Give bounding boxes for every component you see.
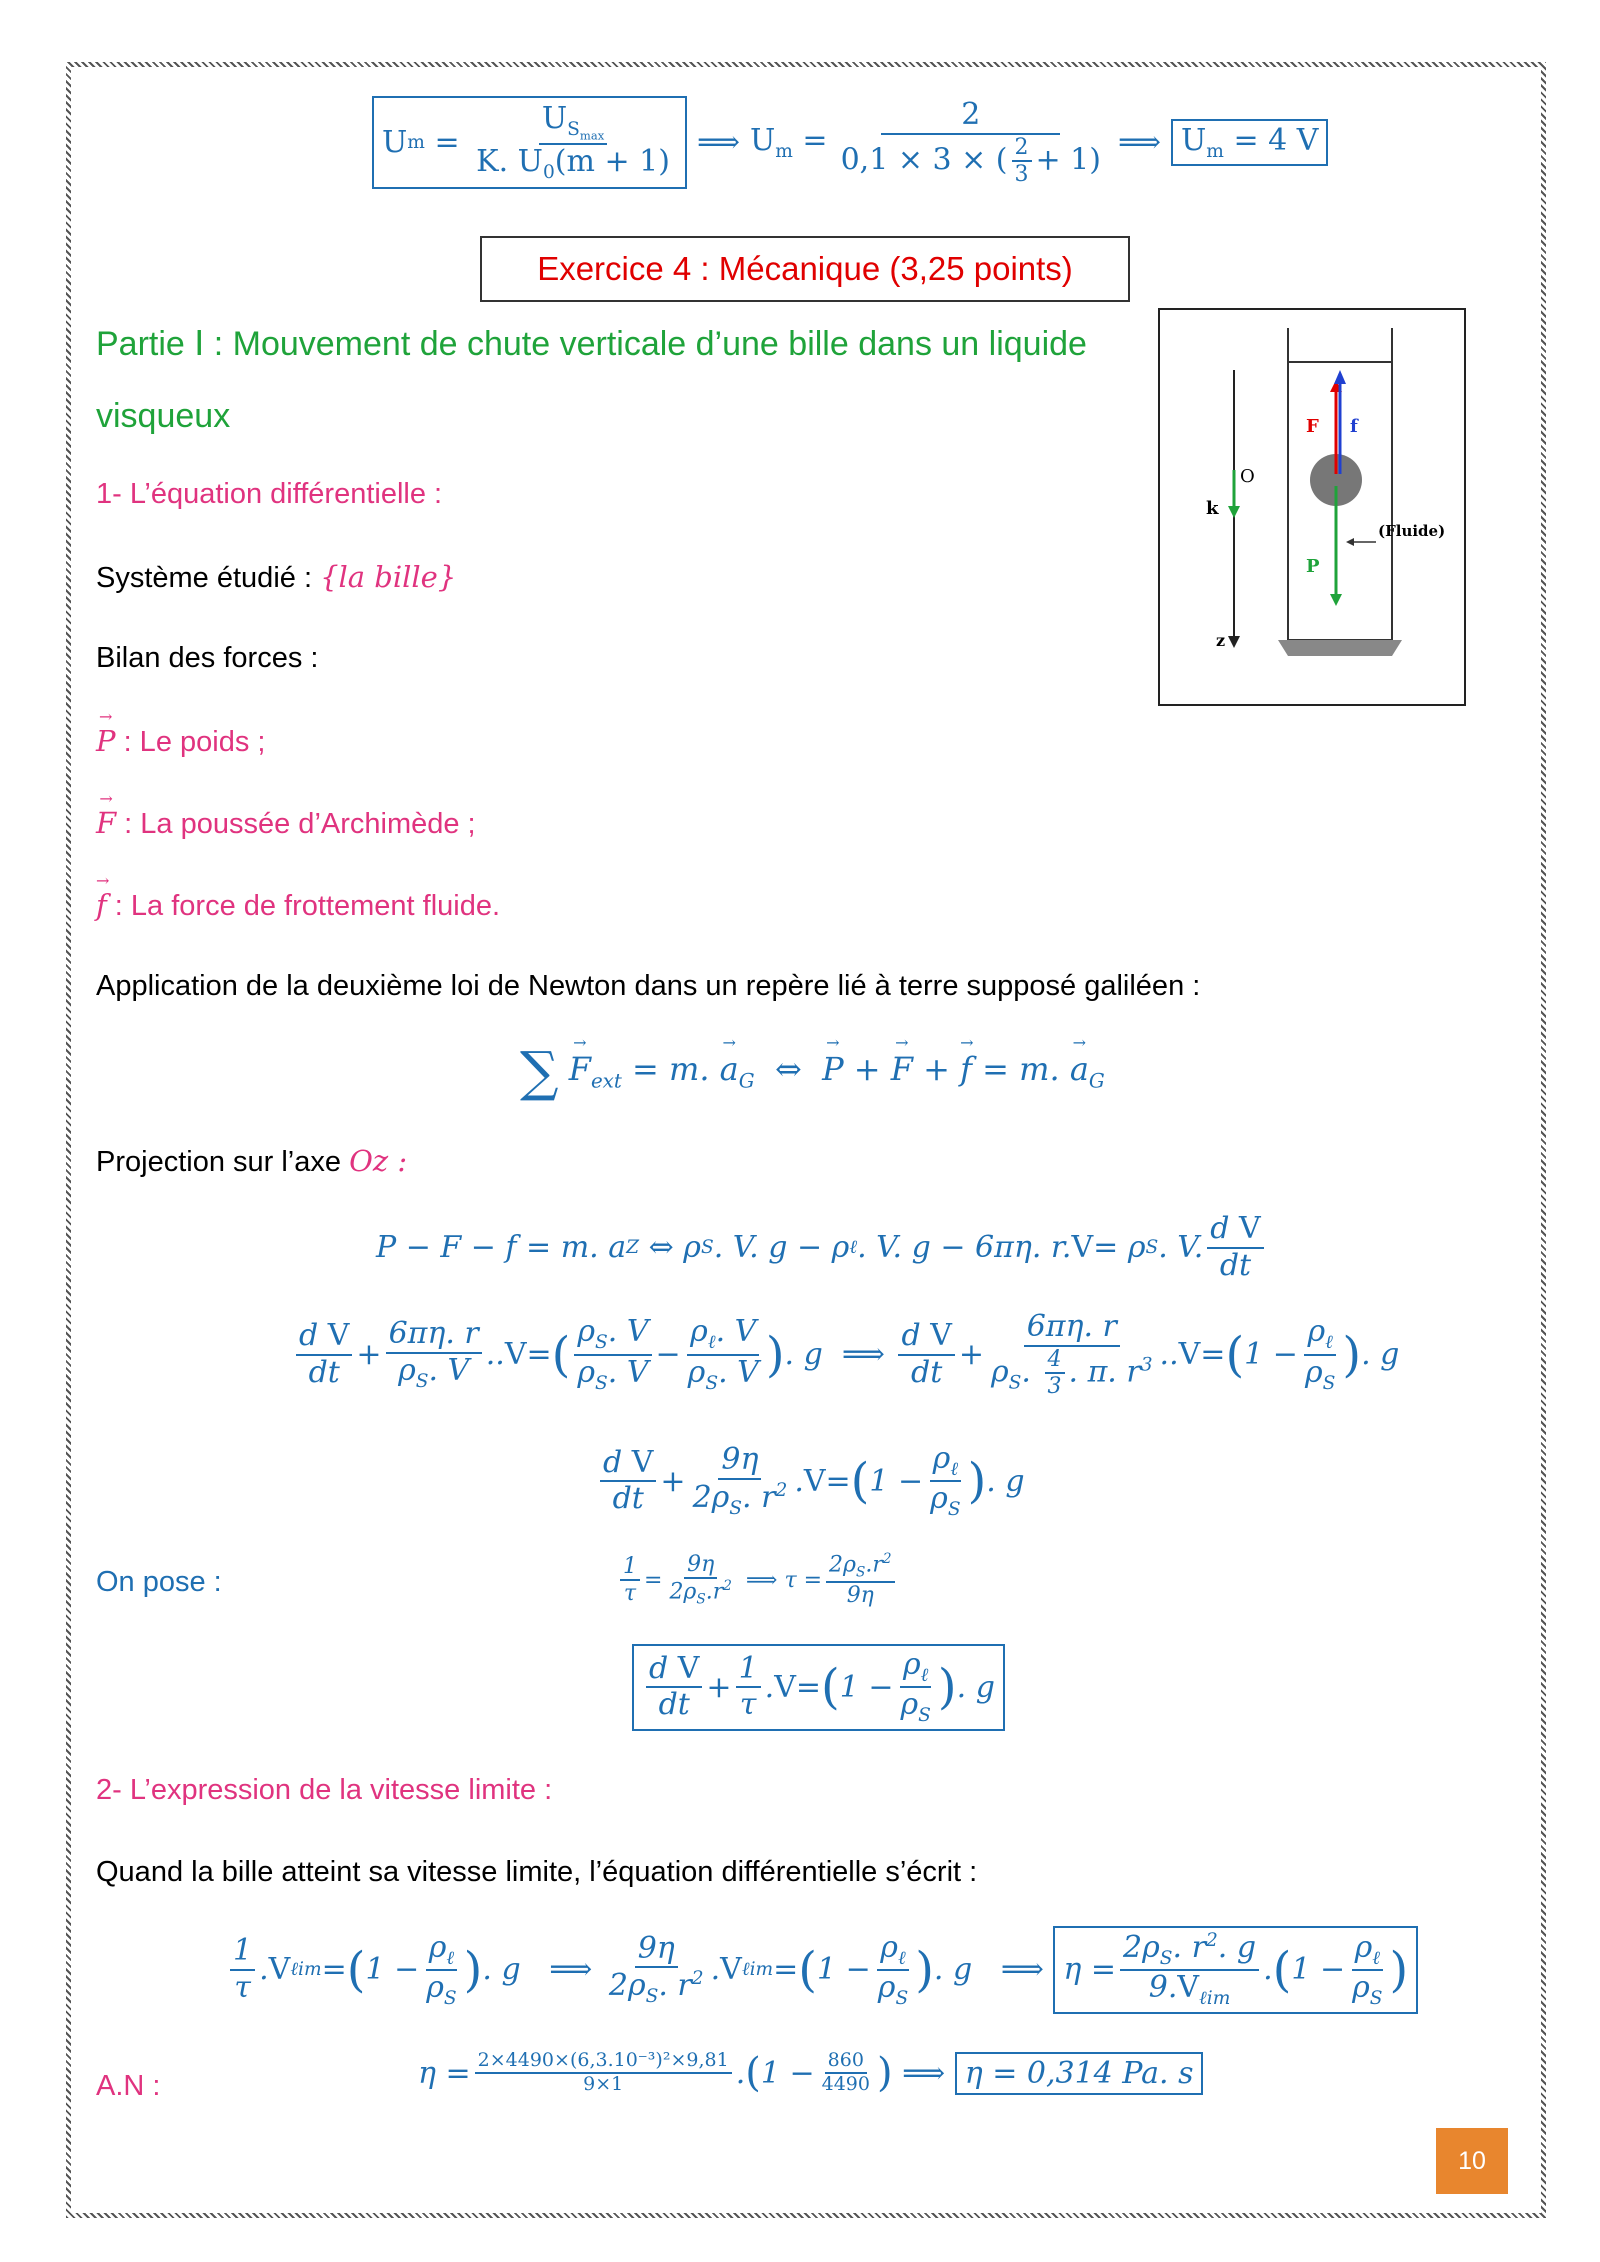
svg-text:P: P <box>1306 556 1320 577</box>
force-weight: → P : Le poids ; <box>96 724 265 759</box>
projection-text: Projection sur l’axe Oz : <box>96 1144 408 1178</box>
projection-equation-1: P − F − f = m. a Z ⇔ ρ S . V. g − ρ ℓ . V. g − 6πη. r. V = ρ S . V. $\frac{\text{d V}}{dt}$ <box>376 1212 1268 1283</box>
tau-definition: $\frac{1}{\tau}$ = $\frac{9\eta}{2\rho_S.r^2}$ ⟹ τ = $\frac{2\rho_S.r^2}{9\eta}$ <box>616 1552 899 1609</box>
an-equation: η = $\frac{\text{2×4490×(6,3.10⁻³)²×9,81}}{9\times 1}$ . ( 1 − $\frac{860}{4490}$ ) ⟹ η = 0,314 Pa. s <box>418 2050 1203 2096</box>
differential-equation-result: $\frac{\text{d V}}{dt}$ + $\frac{1}{\tau}$ . V = ( 1 − $\frac{\rho_\ell}{\rho_S}$ ) . g <box>632 1644 1005 1731</box>
figure-box <box>1158 308 1466 706</box>
part-title: Partie Ⅰ : Mouvement de chute verticale d’une bille dans un liquide visqueux <box>96 325 1087 435</box>
section1-title: 1- L’équation différentielle : <box>96 478 443 510</box>
svg-text:k: k <box>1206 498 1219 519</box>
force-archimede: → F : La poussée d’Archimède ; <box>96 806 476 841</box>
svg-text:z: z <box>1216 631 1226 650</box>
section2-title: 2- L’expression de la vitesse limite : <box>96 1774 553 1806</box>
svg-text:(Fluide): (Fluide) <box>1378 522 1446 540</box>
svg-text:F: F <box>1306 416 1319 437</box>
exercise-title: Exercice 4 : Mécanique (3,25 points) <box>480 236 1130 302</box>
svg-text:f: f <box>1350 416 1358 437</box>
system-studied: Système étudié : {la bille} <box>96 560 457 594</box>
newton-equation: ∑ → $F_{ext} = m$. → $a_G$ ⇔ → P + → F + → f = m. → $a_G$ <box>520 1040 1105 1103</box>
page-number: 10 <box>1436 2128 1508 2194</box>
forces-label: Bilan des forces : <box>96 642 319 674</box>
force-friction: → f : La force de frottement fluide. <box>96 888 500 923</box>
an-label: A.N : <box>96 2070 161 2102</box>
falling-ball-figure <box>1160 310 1464 704</box>
top-result-equation: U m = $\frac{U_{S_{max}}}{K. U_0(m + 1)}$ ⟹ $U_m$ = 2 0,1 × 3 × ( $\frac{2}{3}$ + 1) ⟹ $U_m = 4$ V <box>372 96 1328 189</box>
limit-velocity-equation: $\frac{1}{\tau}$ . V ℓim = ( 1 − $\frac{\rho_\ell}{\rho_S}$ ) . g ⟹ $\frac{9\eta}{2\rho_S. r^2}$ . V ℓim = ( 1 − $\frac{\rho_\ell}{\rho_S}$ ) . g ⟹ η = $\frac{2\rho_S. r^2. g}{9.V_{\ell im}}$ . ( 1 − $\frac{\rho_\ell}{\rho_S}$ ) <box>226 1926 1418 2014</box>
projection-equation-2: $\frac{\text{d V}}{dt}$ + $\frac{6\pi\eta. r}{\rho_S. V}$ .. V = ( $\frac{\rho_S. V}{\rho_S. V}$ − $\frac{\rho_\ell. V}{\rho_S. V}$ ) . g ⟹ $\frac{\text{d V}}{dt}$ + 6πη. r $\rho_S$. $\frac{4}{3}$ . π. $r^3$ .. V = ( 1 − $\frac{\rho_\ell}{\rho_S}$ ) . g <box>292 1310 1399 1399</box>
section2-text: Quand la bille atteint sa vitesse limite, l’équation différentielle s’écrit : <box>96 1856 978 1888</box>
svg-text:O: O <box>1240 466 1255 487</box>
newton-text: Application de la deuxième loi de Newton dans un repère lié à terre supposé galiléen : <box>96 970 1201 1002</box>
projection-equation-3: $\frac{\text{d V}}{dt}$ + $\frac{9\eta}{2\rho_S. r^2}$ . V = ( 1 − $\frac{\rho_\ell}{\rho_S}$ ) . g <box>596 1442 1025 1521</box>
on-pose-label: On pose : <box>96 1566 222 1598</box>
